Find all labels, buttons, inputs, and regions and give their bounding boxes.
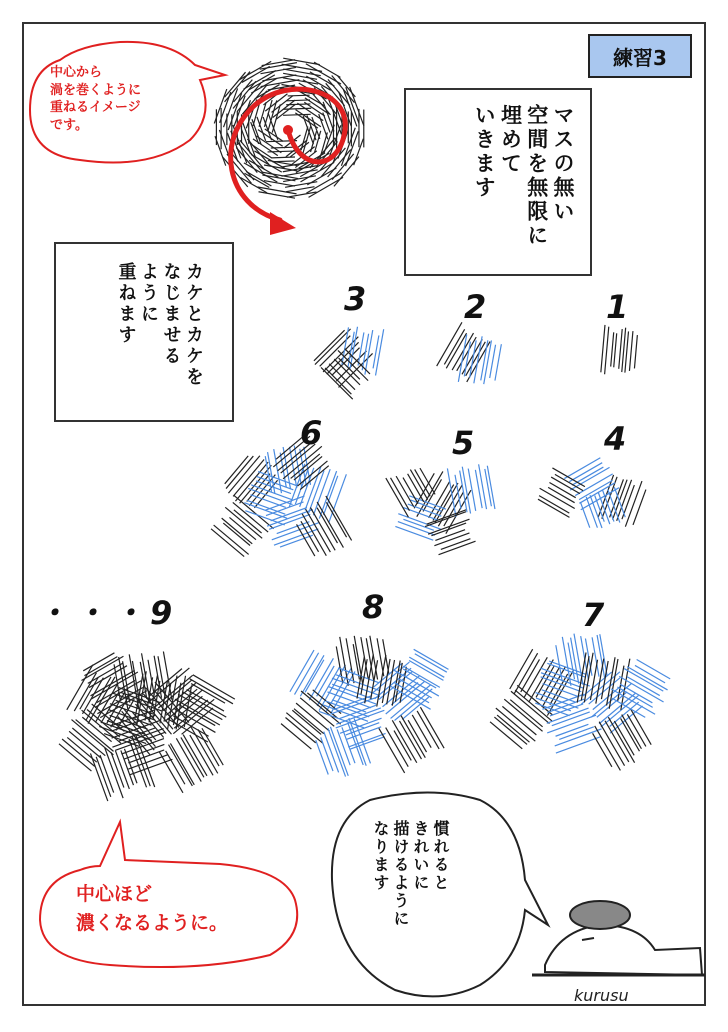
hatch-stroke <box>281 724 311 749</box>
hatch-stroke <box>481 340 488 380</box>
hatch-stroke <box>497 715 529 742</box>
hatch-stroke <box>496 708 535 741</box>
swirl-caption: 中心から 渦を巻くように 重ねるイメージ です。 <box>50 65 142 133</box>
hatch-stroke <box>234 510 262 533</box>
hatch-stroke <box>435 530 465 541</box>
hatch-stroke <box>271 157 295 158</box>
hatch-stroke <box>455 475 461 509</box>
signature: kurusu <box>574 986 629 1005</box>
hatch-stroke <box>265 496 304 510</box>
hatch-stroke <box>370 636 378 680</box>
hatch-stroke <box>621 718 640 751</box>
hatch-stroke <box>59 744 91 771</box>
hatch-stroke <box>83 653 114 671</box>
hatch-stroke <box>420 707 444 748</box>
hatch-stroke <box>225 72 246 97</box>
hatch-stroke <box>285 182 317 188</box>
hatch-stroke <box>399 721 421 759</box>
hatch-stroke <box>627 667 667 690</box>
practice-label: 練習3 <box>588 34 692 78</box>
step-6: 6 <box>300 414 323 452</box>
hatch-stroke <box>225 456 248 484</box>
hatch-stroke <box>226 456 253 489</box>
hatch-stroke <box>634 335 637 368</box>
hatch-stroke <box>193 675 235 699</box>
step-1: 1 <box>606 288 629 326</box>
hatch-stroke <box>286 100 310 101</box>
hatch-stroke <box>629 331 632 371</box>
hatch-stroke <box>599 722 624 766</box>
hatch-stroke <box>294 653 318 695</box>
hatch-stroke <box>316 740 328 774</box>
hatch-stroke <box>605 327 609 375</box>
bottom-note-text: 慣れると きれいに 描けるように なります <box>371 820 450 928</box>
hatch-stroke <box>198 729 219 766</box>
left-note-text: カケとカケを なじませる ように 重ねます <box>115 262 204 388</box>
step-8: 8 <box>362 588 385 626</box>
hatch-stroke <box>535 703 569 716</box>
character-sleeping <box>532 901 705 975</box>
hatch-stroke <box>148 660 154 696</box>
hatch-stroke <box>502 706 536 735</box>
hatch-stroke <box>401 716 425 758</box>
hatch-stroke <box>302 514 326 556</box>
hatch-stroke <box>84 657 117 676</box>
center-caption: 中心ほど 濃くなるように。 <box>76 883 229 935</box>
step-5: 5 <box>452 424 475 462</box>
hatch-stroke <box>614 333 617 367</box>
hatch-stroke <box>556 737 601 753</box>
step-2: 2 <box>464 288 487 326</box>
hatch-stroke <box>69 731 101 758</box>
hatch-stroke <box>328 728 346 776</box>
hatch-stroke <box>529 660 554 703</box>
hatch-stroke <box>490 345 496 378</box>
hatch-stroke <box>290 650 314 692</box>
hatch-stroke <box>619 329 622 369</box>
hatch-stroke <box>392 720 417 762</box>
hatch-stroke <box>90 753 107 801</box>
hatch-stroke <box>334 157 359 187</box>
hatch-stroke <box>272 161 294 162</box>
hatch-stroke <box>296 110 321 127</box>
left-note-box <box>54 242 234 422</box>
step-9: ・・・9 <box>36 594 179 632</box>
hatch-stroke <box>552 468 584 487</box>
hatch-stroke <box>386 478 409 517</box>
hatch-stroke <box>542 690 576 702</box>
hatch-stroke <box>285 717 315 742</box>
hatch-stroke <box>536 698 571 711</box>
hatch-stroke <box>625 331 629 372</box>
hatch-stroke <box>408 720 426 752</box>
hatch-stroke <box>633 490 646 525</box>
hatch-stroke <box>262 60 295 66</box>
step-3: 3 <box>344 280 367 318</box>
hatch-stroke <box>619 676 663 702</box>
hatch-stroke <box>510 649 533 689</box>
hatch-stroke <box>312 117 320 139</box>
hatch-stroke <box>187 689 224 711</box>
hatch-stroke <box>595 726 621 770</box>
hatch-stroke <box>267 510 313 527</box>
hatch-stroke <box>321 737 333 771</box>
hatch-stroke <box>105 748 123 798</box>
hatch-stroke <box>403 478 418 504</box>
hatch-stroke <box>539 496 569 513</box>
hatch-stroke <box>323 705 368 721</box>
hatch-stroke <box>538 499 569 517</box>
hatch-stroke <box>431 523 466 536</box>
hatch-stroke <box>622 715 642 749</box>
hatch-stroke <box>336 708 381 724</box>
top-note-box <box>404 88 592 276</box>
hatch-stroke <box>292 710 321 734</box>
hatch-stroke <box>294 709 324 734</box>
hatch-stroke <box>129 759 172 775</box>
hatch-stroke <box>601 325 605 372</box>
hatch-stroke <box>264 181 295 186</box>
hatch-stroke <box>514 653 537 694</box>
step-7: 7 <box>582 596 605 634</box>
hatch-stroke <box>155 691 179 720</box>
hatch-stroke <box>365 330 373 375</box>
step-4: 4 <box>604 420 627 458</box>
hatch-stroke <box>376 329 384 375</box>
hatch-stroke <box>247 500 285 514</box>
swirl-arrowhead <box>270 212 296 235</box>
hatch-stroke <box>614 721 634 755</box>
hatch-stroke <box>326 496 352 541</box>
hatch-stroke <box>495 344 501 380</box>
swirl-start-dot <box>283 125 293 135</box>
hatch-stroke <box>288 95 310 96</box>
hatch-stroke <box>485 469 492 506</box>
hatch-stroke <box>276 437 303 459</box>
hatch-stroke <box>611 332 614 366</box>
top-note-text: マスの無い 空間を無限に 埋めて いきます <box>472 104 575 248</box>
